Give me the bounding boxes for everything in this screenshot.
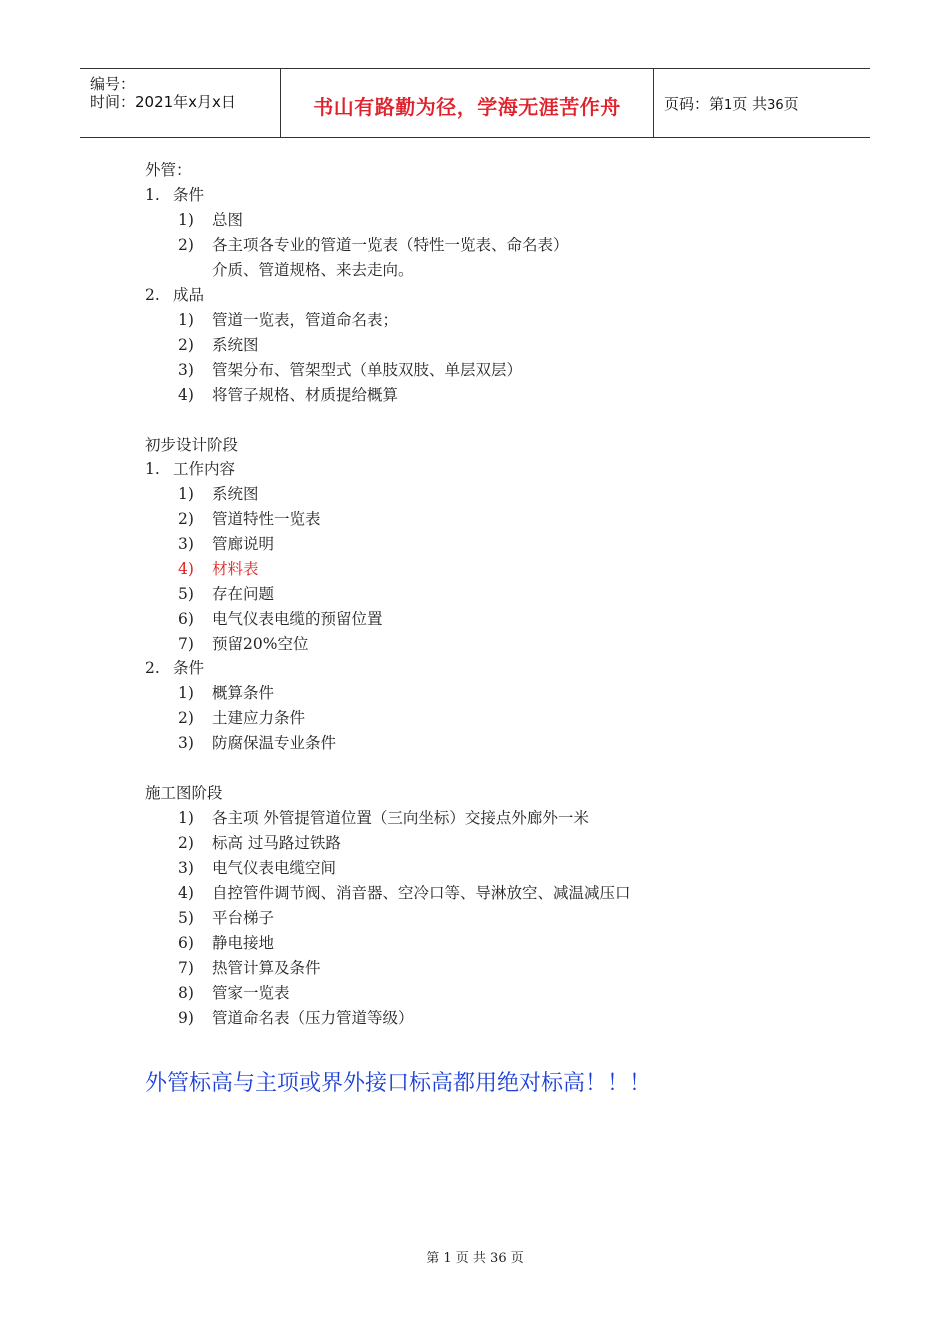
- item-text: 静电接地: [212, 934, 275, 952]
- item-number: 2): [178, 510, 194, 528]
- absolute-elevation-note: 外管标高与主项或界外接口标高都用绝对标高！！！: [145, 1071, 652, 1096]
- item-number: 7): [178, 635, 194, 653]
- item-text: 管道一览表，管道命名表；: [212, 311, 399, 329]
- motto-text: 书山有路勤为径，学海无涯苦作舟: [313, 95, 621, 119]
- item-text: 总图: [212, 211, 244, 229]
- item-text: 材料表: [212, 560, 259, 578]
- item-number: 1): [178, 311, 194, 329]
- page-prefix: 页码：第: [664, 95, 725, 113]
- item-text: 自控管件调节阀、消音器、空冷口等、导淋放空、减温减压口: [212, 884, 631, 902]
- page-header: [80, 68, 870, 138]
- page-total: 36: [767, 98, 784, 113]
- item-text: 工作内容: [173, 460, 236, 478]
- item-text: 土建应力条件: [212, 709, 306, 727]
- header-page-cell: [654, 69, 870, 137]
- item-number: 2): [178, 709, 194, 727]
- item-text: 管架分布、管架型式（单肢双肢、单层双层）: [212, 361, 523, 379]
- item-number: 5): [178, 585, 194, 603]
- serial-label: 编号：: [90, 75, 136, 93]
- page-mid: 页 共: [732, 95, 768, 113]
- section-title-outer-pipe: 外管：: [145, 161, 192, 179]
- item-number: 2.: [145, 659, 160, 677]
- page-info: [664, 93, 799, 114]
- item-text: 系统图: [212, 485, 259, 503]
- item-number: 2): [178, 336, 194, 354]
- item-number: 3): [178, 361, 194, 379]
- page-footer: 第 1 页 共 36 页: [426, 1251, 524, 1266]
- header-meta-cell: [80, 69, 281, 137]
- item-text: 条件: [173, 186, 205, 204]
- item-text: 介质、管道规格、来去走向。: [212, 261, 414, 279]
- item-number: 9): [178, 1009, 194, 1027]
- item-text: 防腐保温专业条件: [212, 734, 337, 752]
- item-number: 6): [178, 934, 194, 952]
- item-text: 电气仪表电缆空间: [212, 859, 337, 877]
- item-text: 管家一览表: [212, 984, 290, 1002]
- item-number: 1): [178, 684, 194, 702]
- item-text: 平台梯子: [212, 909, 275, 927]
- item-number: 2): [178, 236, 194, 254]
- item-number: 4): [178, 884, 194, 902]
- time-label: 时间：2021年x月x日: [90, 93, 236, 111]
- section-title-construction: 施工图阶段: [145, 784, 223, 802]
- item-text: 存在问题: [212, 585, 275, 603]
- item-number: 1): [178, 485, 194, 503]
- item-text: 成品: [173, 286, 205, 304]
- page-suffix: 页: [783, 95, 799, 113]
- item-text: 标高 过马路过铁路: [212, 834, 341, 852]
- item-text: 管道命名表（压力管道等级）: [212, 1009, 414, 1027]
- item-number: 7): [178, 959, 194, 977]
- item-number: 1): [178, 809, 194, 827]
- item-text: 管廊说明: [212, 535, 275, 553]
- item-text: 条件: [173, 659, 205, 677]
- item-number: 3): [178, 734, 194, 752]
- item-text: 电气仪表电缆的预留位置: [212, 610, 383, 628]
- item-number: 3): [178, 859, 194, 877]
- item-number: 5): [178, 909, 194, 927]
- item-number: 4): [178, 386, 194, 404]
- item-number: 1.: [145, 186, 160, 204]
- item-text: 各主项各专业的管道一览表（特性一览表、命名表）: [212, 236, 569, 254]
- item-text: 热管计算及条件: [212, 959, 321, 977]
- section-title-preliminary: 初步设计阶段: [145, 436, 239, 454]
- item-text: 各主项 外管提管道位置（三向坐标）交接点外廊外一米: [212, 809, 589, 827]
- item-number: 1): [178, 211, 194, 229]
- item-number: 1.: [145, 460, 160, 478]
- item-text: 概算条件: [212, 684, 275, 702]
- item-number: 2): [178, 834, 194, 852]
- item-number: 3): [178, 535, 194, 553]
- item-number: 6): [178, 610, 194, 628]
- item-number: 2.: [145, 286, 160, 304]
- item-text: 将管子规格、材质提给概算: [212, 386, 399, 404]
- header-motto-cell: [281, 69, 654, 137]
- item-number: 4): [178, 560, 194, 578]
- page-number: 1: [724, 98, 733, 113]
- item-number: 8): [178, 984, 194, 1002]
- item-text: 管道特性一览表: [212, 510, 321, 528]
- item-text: 系统图: [212, 336, 259, 354]
- item-text: 预留20%空位: [212, 635, 309, 653]
